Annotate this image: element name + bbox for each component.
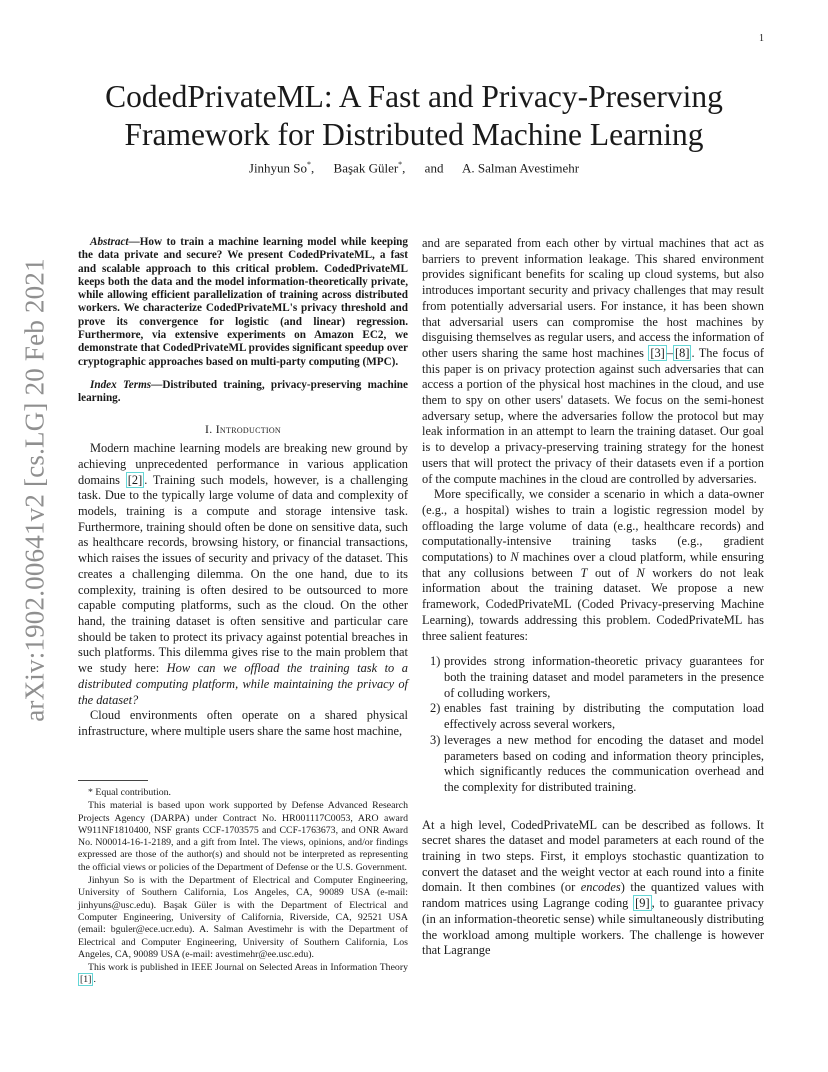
citation-link[interactable]: [3] xyxy=(650,345,665,360)
list-item xyxy=(422,701,764,732)
footnote-published xyxy=(78,962,408,987)
research-question: How can we offload the training task to a distributed computing platform, while maintaining the privacy of the dataset? xyxy=(78,661,408,707)
author-mark: * xyxy=(398,160,403,169)
right-paragraph-3 xyxy=(422,818,764,959)
index-terms-label: Index Terms xyxy=(90,378,152,391)
text-run: out of xyxy=(587,565,637,580)
citation-link[interactable]: [9] xyxy=(635,896,650,911)
author-conjunction: and xyxy=(424,160,444,176)
text-run: At a high level, CodedPrivateML can be described as follows. It secret shares the dataset and model parameters at each round of the training in two steps. First, it employs stochastic quantization to convert the dataset and the weight vector at each round into a finite domain. It then combines (or xyxy=(422,817,764,895)
footnote-equal-contribution: * Equal contribution. xyxy=(88,787,171,798)
emphasis: encodes xyxy=(580,880,621,895)
author-name: Jinhyun So xyxy=(248,160,308,176)
footnotes xyxy=(78,780,408,988)
footnote-funding: This material is based upon work supported by Defense Advanced Research Projects Agency (DARPA) under Contract No. HR001117C0053, ARO award W911NF1810400, NSF grants CCF-1703575 and CCF-1763673, and ONR Award No. N00014-16-1-2189, and a gift from Intel. The views, opinions, and/or findings expressed are those of the author(s) and should not be interpreted as representing the official views or policies of the Department of Defense or the U.S. Government. xyxy=(78,800,408,873)
abstract xyxy=(78,236,408,369)
section-title: Introduction xyxy=(215,421,282,436)
text-run: ) the quantized values with random matrices using Lagrange coding xyxy=(422,880,764,911)
index-terms xyxy=(78,379,408,406)
citation-link[interactable]: [2] xyxy=(127,472,143,487)
list-item-text: provides strong information-theoretic privacy guarantees for both the training dataset and model parameters in the presence of colluding workers, xyxy=(444,654,764,700)
footnote-rule xyxy=(78,780,148,781)
intro-paragraph-2: Cloud environments often operate on a shared physical infrastructure, where multiple users share the same host machine, xyxy=(78,708,408,738)
math-symbol: T xyxy=(580,565,588,580)
right-paragraph-2 xyxy=(422,487,764,644)
feature-list xyxy=(422,654,764,795)
section-number: I. xyxy=(204,421,213,436)
text-run: machines over a cloud platform, while ensuring that any collusions between xyxy=(422,550,764,580)
text-run: . Training such models, however, is a challenging task. Due to the typically large volume of data and complexity of models, training is a compute and storage intensive task. Furthermore, training should often be done on sensitive data, such as healthcare records, browsing history, or financial transactions, which raises the issues of security and privacy of the dataset. This creates a challenging dilemma. On the one hand, due to its complexity, training is often desired to be outsourced to more capable computing platforms, such as the cloud. On the other hand, the training dataset is often sensitive and particular care should be taken to protect its privacy against potential breaches in such platforms. This dilemma gives rise to the main problem that we study here: xyxy=(78,472,408,676)
list-item-number: 2) xyxy=(430,701,441,716)
page-number: 1 xyxy=(759,33,764,44)
text-run: . The focus of this paper is on privacy protection against such adversaries that can access a portion of the physical host machines in the cloud, and use them to spy on other users' datasets. We focus on the semi-honest adversary setup, where the adversaries follow the protocol but may leak information in an attempt to learn the training dataset. Our goal is to develop a privacy-preserving training strategy for the honest users that will protect the privacy of their datasets even if a portion of the compute machines in the cloud are controlled by adversaries. xyxy=(422,345,764,486)
paper-title: CodedPrivateML: A Fast and Privacy-Preserving Framework for Distributed Machine Learning xyxy=(105,79,723,152)
abstract-label: Abstract xyxy=(90,236,129,248)
right-column xyxy=(422,236,764,959)
list-item-number: 3) xyxy=(430,732,441,747)
author-name: A. Salman Avestimehr xyxy=(462,160,580,176)
text-run: . xyxy=(93,974,96,986)
footnote-affiliation: Jinhyun So is with the Department of Electrical and Computer Engineering, University of Southern California, Los Angeles, CA, 90089 USA (e-mail: jinhyuns@usc.edu). Başak Güler is with the Department of Electrical and Computer Engineering, University of California, Riverside, CA, 92521 USA (email: bguler@ece.ucr.edu). A. Salman Avestimehr is with the Department of Electrical and Computer Engineering, University of Southern California, Los Angeles, CA, 90089 USA (e-mail: avestimehr@ee.usc.edu). xyxy=(78,875,408,960)
list-item-text: enables fast training by distributing the computation load effectively across several workers, xyxy=(444,701,764,732)
text-run: Modern machine learning models are breaking new ground by achieving unprecedented performance in various application domains xyxy=(78,441,408,487)
list-item-number: 1) xyxy=(430,654,441,669)
text-run: , to guarantee privacy (in an information-theoretic sense) while simultaneously distributing the workload among multiple workers. The challenge is however that Lagrange xyxy=(422,896,764,958)
right-paragraph-1 xyxy=(422,236,764,487)
citation-link[interactable]: [1] xyxy=(80,974,92,986)
list-item xyxy=(422,654,764,701)
text-run: and are separated from each other by virtual machines that act as barriers to prevent information leakage. This shared environment provides significant benefits for scaling up cloud systems, but also introduces important security and privacy challenges that may result from potentially adversarial users. For instance, it has been shown that adversarial users can compromise the host machines by disguising themselves as regular users, and access the information of other users sharing the same host machines xyxy=(422,236,764,360)
left-column xyxy=(78,236,408,740)
arxiv-id: arXiv:1902.00641v2 [cs.LG] 20 Feb 2021 xyxy=(19,258,50,722)
list-item xyxy=(422,733,764,796)
list-item-text: leverages a new method for encoding the dataset and model parameters based on coding and information theory principles, which significantly reduces the communication overhead and the complexity for distributed training. xyxy=(444,732,764,794)
math-symbol: N xyxy=(510,550,519,565)
abstract-text: —How to train a machine learning model while keeping the data private and secure? We present CodedPrivateML, a fast and scalable approach to this critical problem. CodedPrivateML keeps both the data and the model information-theoretically private, while allowing efficient parallelization of training across distributed workers. We characterize CodedPrivateML's privacy threshold and prove its convergence for logistic (and linear) regression. Furthermore, via extensive experiments on Amazon EC2, we demonstrate that CodedPrivateML provides significant speedup over cryptographic approaches based on multi-party computing (MPC). xyxy=(78,236,408,368)
arxiv-stamp xyxy=(18,240,52,740)
author-list: Jinhyun So*, Başak Güler*, and A. Salman Avestimehr xyxy=(248,160,580,176)
author-name: Başak Güler xyxy=(333,160,399,176)
text-run: – xyxy=(666,345,673,360)
text-run: More specifically, we consider a scenario in which a data-owner (e.g., a hospital) wishes to train a logistic regression model by offloading the large volume of data (e.g., healthcare records) and computationally-intensive training tasks (e.g., gradient computations) to xyxy=(422,487,764,565)
intro-paragraph-1 xyxy=(78,441,408,708)
text-run: This work is published in IEEE Journal on Selected Areas in Information Theory xyxy=(88,962,408,974)
section-heading xyxy=(78,422,408,438)
author-mark: * xyxy=(307,160,312,169)
text-run: workers do not leak information about the training dataset. We propose a new framework, CodedPrivateML (Coded Privacy-preserving Machine Learning), towards addressing this problem. CodedPrivateML has three salient features: xyxy=(422,565,764,643)
citation-link[interactable]: [8] xyxy=(675,345,690,360)
math-symbol: N xyxy=(636,565,645,580)
index-terms-text: —Distributed training, privacy-preserving machine learning. xyxy=(78,378,408,405)
